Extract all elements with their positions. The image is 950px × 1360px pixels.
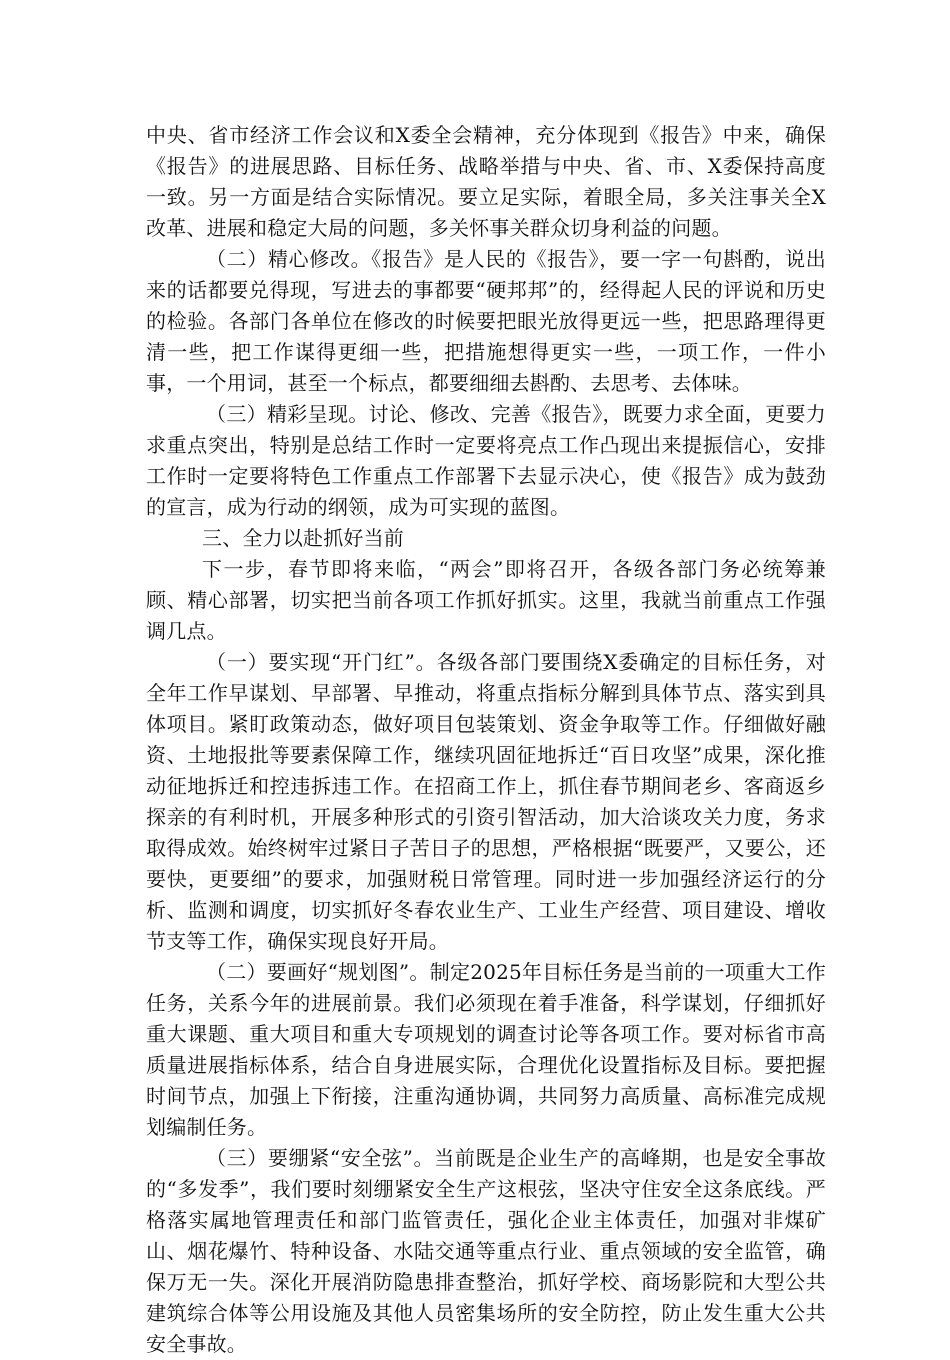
paragraph-good-start: （一）要实现“开门红”。各级各部门要围绕X委确定的目标任务，对全年工作早谋划、早部署、早推动，将重点指标分解到具体节点、落实到具体项目。紧盯政策动态，做好项目包装策划、资金争取等工作。仔细做好融资、土地报批等要素保障工作，继续巩固征地拆迁“百日攻坚”成果，深化推动征地拆迁和控违拆违工作。在招商工作上，抓住春节期间老乡、客商返乡探亲的有利时机，开展多种形式的引资引智活动，加大洽谈攻关力度，务求取得成效。始终树牢过紧日子苦日子的思想，严格根据“既要严，又要公，还要快，更要细”的要求，加强财税日常管理。同时进一步加强经济运行的分析、监测和调度，切实抓好冬春农业生产、工业生产经营、项目建设、增收节支等工作，确保实现良好开局。 (146, 650, 826, 953)
paragraph-careful-revision: （二）精心修改。《报告》是人民的《报告》，要一字一句斟酌，说出来的话都要兑得现，写进去的事都要“硬邦邦”的，经得起人民的评说和历史的检验。各部门各单位在修改的时候要把眼光放得更远一些，把思路理得更清一些，把工作谋得更细一些，把措施想得更实一些，一项工作，一件小事，一个用词，甚至一个标点，都要细细去斟酌、去思考、去体味。 (146, 247, 826, 395)
section-heading: 三、全力以赴抓好当前 (202, 526, 404, 550)
document-body (146, 120, 826, 1360)
paragraph-next-step: 下一步，春节即将来临，“两会”即将召开，各级各部门务必统筹兼顾、精心部署，切实把当前各项工作抓好抓实。这里，我就当前重点工作强调几点。 (146, 557, 826, 643)
paragraph-safety: （三）要绷紧“安全弦”。当前既是企业生产的高峰期，也是安全事故的“多发季”，我们要时刻绷紧安全生产这根弦，坚决守住安全这条底线。严格落实属地管理责任和部门监管责任，强化企业主体责任，加强对非煤矿山、烟花爆竹、特种设备、水陆交通等重点行业、重点领域的安全监管，确保万无一失。深化开展消防隐患排查整治，抓好学校、商场影院和大型公共建筑综合体等公用设施及其他人员密集场所的安全防控，防止发生重大公共安全事故。 (146, 1146, 826, 1356)
paragraph-planning-map: （二）要画好“规划图”。制定2025年目标任务是当前的一项重大工作任务，关系今年的进展前景。我们必须现在着手准备，科学谋划，仔细抓好重大课题、重大项目和重大专项规划的调查讨论等各项工作。要对标省市高质量进展指标体系，结合自身进展实际，合理优化设置指标及目标。要把握时间节点，加强上下衔接，注重沟通协调，共同努力高质量、高标准完成规划编制任务。 (146, 960, 826, 1139)
paragraph-continuation: 中央、省市经济工作会议和X委全会精神，充分体现到《报告》中来，确保《报告》的进展思路、目标任务、战略举措与中央、省、市、X委保持高度一致。另一方面是结合实际情况。要立足实际，着眼全局，多关注事关全X改革、进展和稳定大局的问题，多关怀事关群众切身利益的问题。 (146, 123, 826, 240)
paragraph-excellent-presentation: （三）精彩呈现。讨论、修改、完善《报告》，既要力求全面，更要力求重点突出，特别是总结工作时一定要将亮点工作凸现出来提振信心，安排工作时一定要将特色工作重点工作部署下去显示决心，使《报告》成为鼓劲的宣言，成为行动的纲领，成为可实现的蓝图。 (146, 402, 826, 519)
